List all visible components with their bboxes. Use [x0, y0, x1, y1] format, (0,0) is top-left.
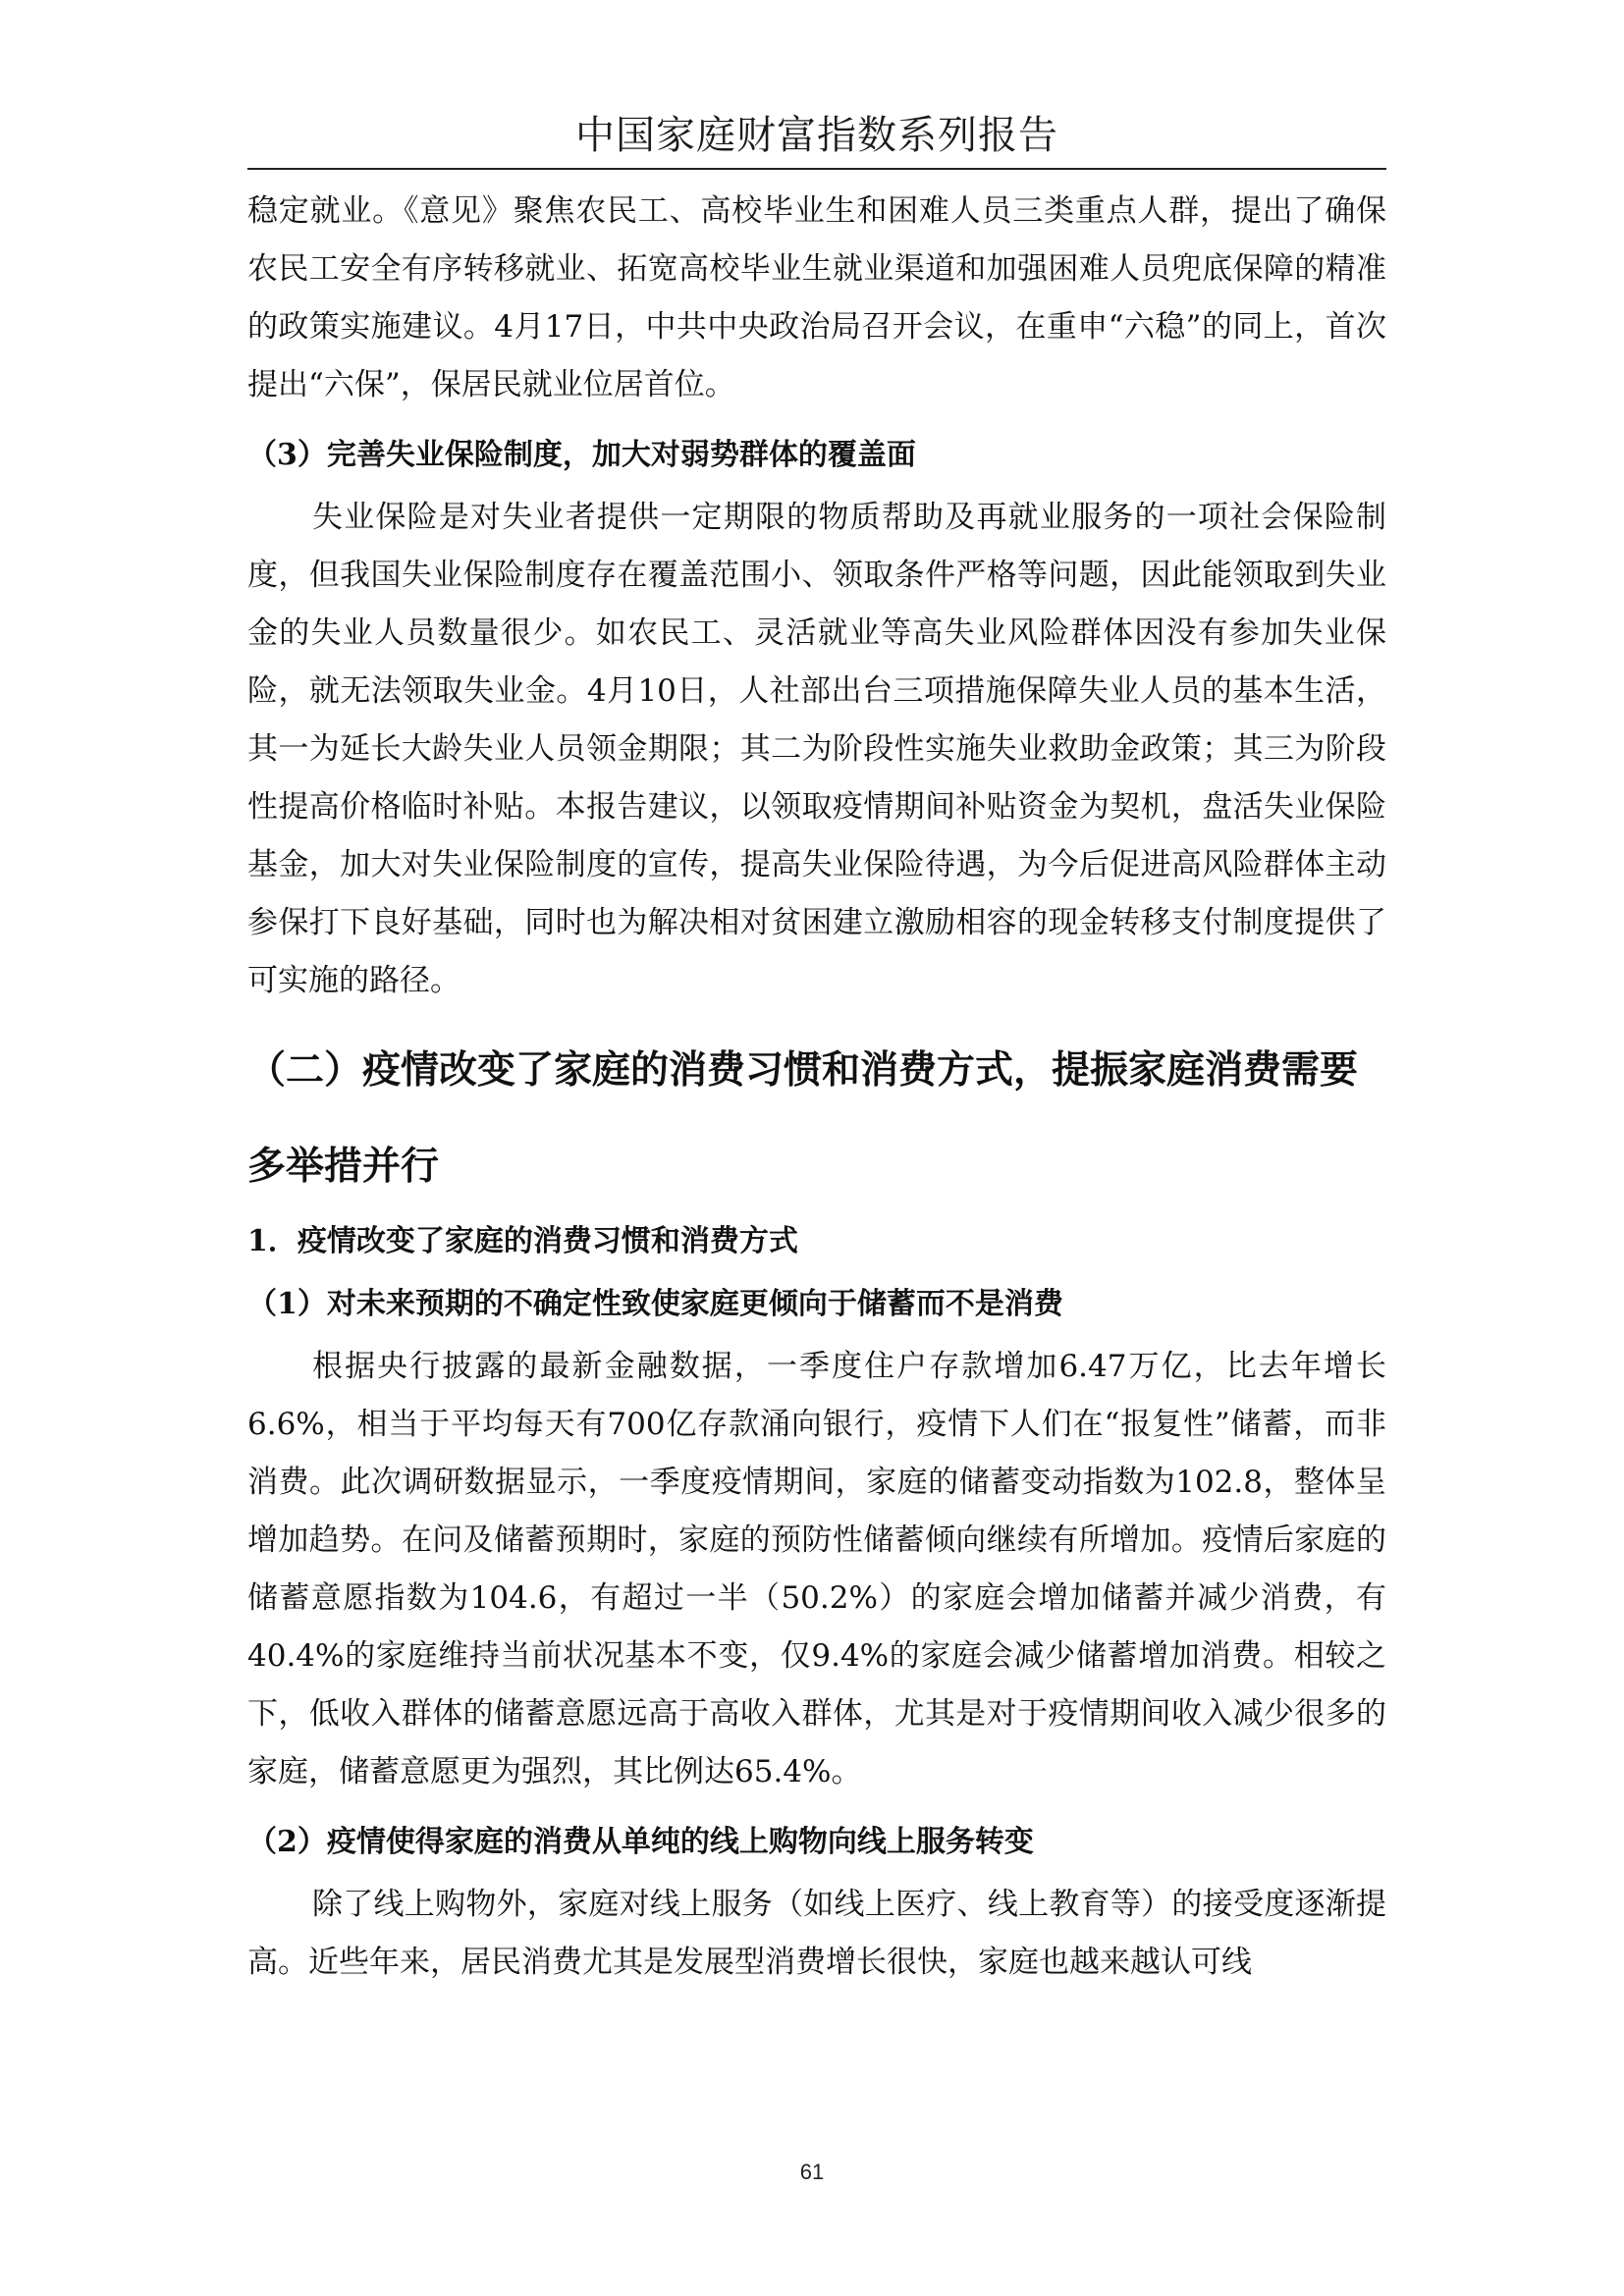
paragraph-unemployment-insurance: 失业保险是对失业者提供一定期限的物质帮助及再就业服务的一项社会保险制度，但我国失业保险制度存在覆盖范围小、领取条件严格等问题，因此能领取到失业金的失业人员数量很少。如农民工、灵活就业等高失业风险群体因没有参加失业保险，就无法领取失业金。4月10日，人社部出台三项措施保障失业人员的基本生活，其一为延长大龄失业人员领金期限；其二为阶段性实施失业救助金政策；其三为阶段性提高价格临时补贴。本报告建议，以领取疫情期间补贴资金为契机，盘活失业保险基金，加大对失业保险制度的宣传，提高失业保险待遇，为今后促进高风险群体主动参保打下良好基础，同时也为解决相对贫困建立激励相容的现金转移支付制度提供了可实施的路径。 [247, 500, 1386, 998]
subheading-unemployment-insurance: （3）完善失业保险制度，加大对弱势群体的覆盖面 [247, 438, 916, 472]
header-divider [247, 168, 1386, 170]
paragraph-savings-data: 根据央行披露的最新金融数据，一季度住户存款增加6.47万亿，比去年增长6.6%，相当于平均每天有700亿存款涌向银行，疫情下人们在“报复性”储蓄，而非消费。此次调研数据显示，一季度疫情期间，家庭的储蓄变动指数为102.8，整体呈增加趋势。在问及储蓄预期时，家庭的预防性储蓄倾向继续有所增加。疫情后家庭的储蓄意愿指数为104.6，有超过一半（50.2%）的家庭会增加储蓄并减少消费，有40.4%的家庭维持当前状况基本不变，仅9.4%的家庭会减少储蓄增加消费。相较之下，低收入群体的储蓄意愿远高于高收入群体，尤其是对于疫情期间收入减少很多的家庭，储蓄意愿更为强烈，其比例达65.4%。 [247, 1349, 1386, 1789]
heading-consumption-habits: 1．疫情改变了家庭的消费习惯和消费方式 [247, 1224, 798, 1258]
paragraph-employment-continued: 稳定就业。《意见》聚焦农民工、高校毕业生和困难人员三类重点人群，提出了确保农民工安全有序转移就业、拓宽高校毕业生就业渠道和加强困难人员兜底保障的精准的政策实施建议。4月17日，中共中央政治局召开会议，在重申“六稳”的同上，首次提出“六保”，保居民就业位居首位。 [247, 193, 1386, 402]
page-number: 61 [799, 2160, 825, 2184]
page-content [247, 183, 1386, 1992]
section-heading-consumption: （二）疫情改变了家庭的消费习惯和消费方式，提振家庭消费需要多举措并行 [247, 1047, 1359, 1189]
subheading-online-services: （2）疫情使得家庭的消费从单纯的线上购物向线上服务转变 [247, 1825, 1034, 1859]
running-header-title: 中国家庭财富指数系列报告 [575, 113, 1058, 158]
paragraph-online-services: 除了线上购物外，家庭对线上服务（如线上医疗、线上教育等）的接受度逐渐提高。近些年来，居民消费尤其是发展型消费增长很快，家庭也越来越认可线 [247, 1887, 1386, 1980]
subheading-savings-preference: （1）对未来预期的不确定性致使家庭更倾向于储蓄而不是消费 [247, 1287, 1063, 1321]
